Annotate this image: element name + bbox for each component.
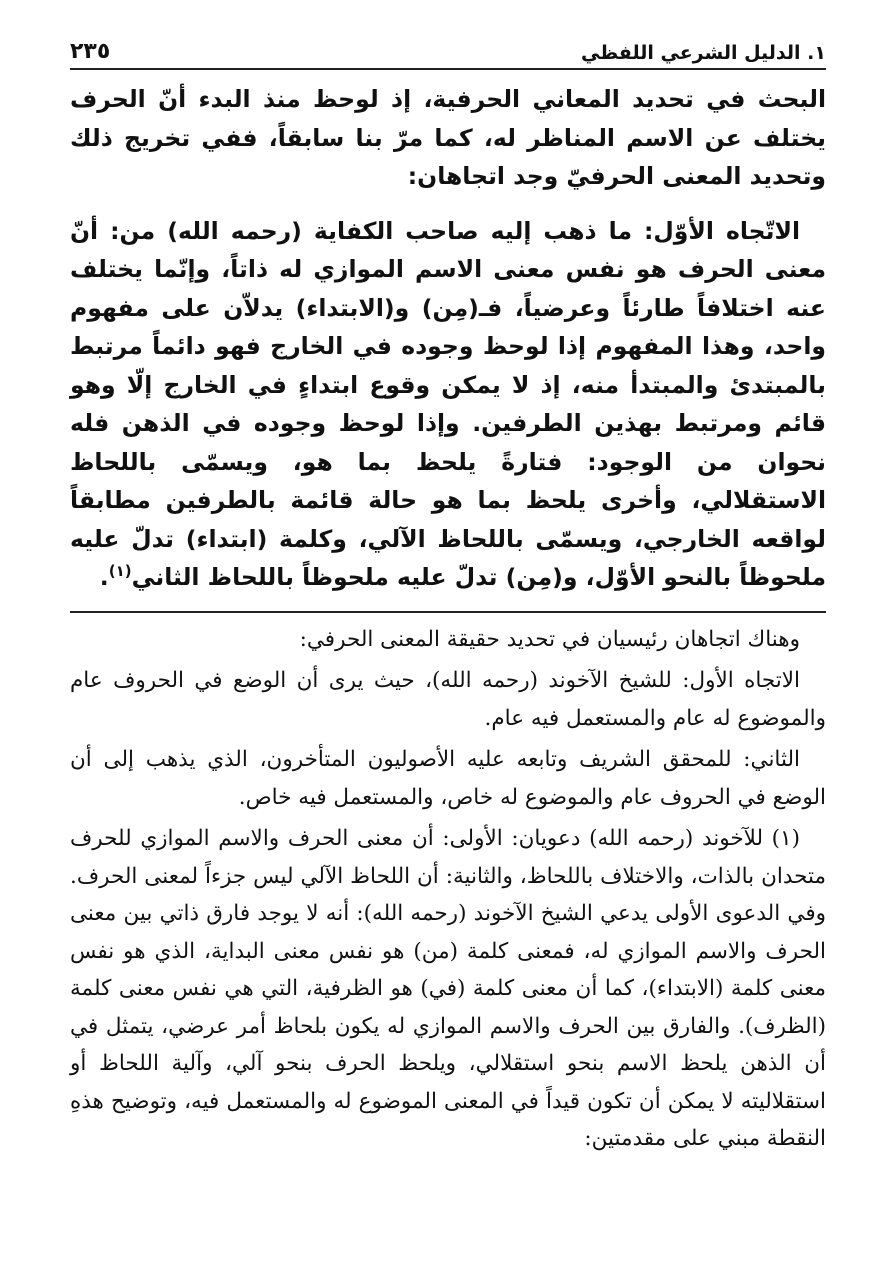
page-number: ٢٣٥ [70, 39, 111, 64]
running-header [70, 26, 826, 64]
document-page [70, 26, 826, 1158]
footnote-ref[interactable]: (١) [108, 562, 132, 581]
main-text [70, 80, 826, 597]
paragraph-body: : ما ذهب إليه صاحب الكفاية (رحمه الله) من: أنّ معنى الحرف هو نفس معنى الاسم الموازي له ذاتاً، وإنّما يختلف عنه اختلافاً طارئاً وعرضياً، فـ(مِن) و(الابتداء) يدلاّن على مفهوم واحد، وهذا المفهوم إذا لوحظ وجوده في الخارج فهو دائماً مرتبط بالمبتدئ والمبتدأ منه، إذ لا يمكن وقوع ابتداءٍ في الخارج إلّا وهو قائم ومرتبط بهذين الطرفين. وإذا لوحظ وجوده في الذهن فله نحوان من الوجود: فتارةً يلحظ بما هو، ويسمّى باللحاظ الاستقلالي، وأخرى يلحظ بما هو حالة قائمة بالطرفين مطابقاً لواقعه الخارجي، ويسمّى باللحاظ الآلي، وكلمة (ابتداء) تدلّ عليه ملحوظاً بالنحو الأوّل، و(مِن) تدلّ عليه ملحوظاً باللحاظ الثاني [70, 216, 826, 591]
paragraph-end: . [99, 563, 109, 591]
footnote-1: (١) للآخوند (رحمه الله) دعويان: الأولى: أن معنى الحرف والاسم الموازي للحرف متحدان بالذات، والاختلاف باللحاظ، والثانية: أن اللحاظ الآلي ليس جزءاً لمعنى الحرف. وفي الدعوى الأولى يدعي الشيخ الآخوند (رحمه الله): أنه لا يوجد فارق ذاتي بين معنى الحرف والاسم الموازي له، فمعنى كلمة (من) هو نفس معنى البداية، الذي هو نفس معنى كلمة (الابتداء)، كما أن معنى كلمة (في) هو الظرفية، التي هي نفس معنى كلمة (الظرف). والفارق بين الحرف والاسم الموازي له يكون بلحاظ أمر عرضي، يتمثل في أن الذهن يلحظ الاسم بنحو استقلالي، ويلحظ الحرف بنحو آلي، وآلية اللحاظ أو استقلاليته لا يمكن أن تكون قيداً في المعنى الموضوع له والمستعمل فيه، وتوضيح هذهِ النقطة مبني على مقدمتين: [70, 826, 826, 1151]
footnote-rule [70, 611, 826, 613]
footnotes [70, 621, 826, 1158]
header-rule [70, 68, 826, 70]
footnote-para-2: الثاني: للمحقق الشريف وتابعه عليه الأصوليون المتأخرون، الذي يذهب إلى أن الوضع في الحروف عام والموضوع له خاص، والمستعمل فيه خاص. [70, 747, 826, 810]
main-paragraph-2 [70, 212, 826, 597]
footnote-line-1: وهناك اتجاهان رئيسيان في تحديد حقيقة المعنى الحرفي: [299, 626, 800, 652]
main-paragraph-1: البحث في تحديد المعاني الحرفية، إذ لوحظ منذ البدء أنّ الحرف يختلف عن الاسم المناظر له، كما مرّ بنا سابقاً، ففي تخريج ذلك وتحديد المعنى الحرفيّ وجد اتجاهان: [70, 85, 826, 190]
section-lead: الاتّجاه الأوّل [653, 216, 800, 245]
footnote-para-1: الاتجاه الأول: للشيخ الآخوند (رحمه الله)، حيث يرى أن الوضع في الحروف عام والموضوع له عام والمستعمل فيه عام. [70, 668, 826, 731]
chapter-title: ١. الدليل الشرعي اللفظي [581, 42, 826, 64]
